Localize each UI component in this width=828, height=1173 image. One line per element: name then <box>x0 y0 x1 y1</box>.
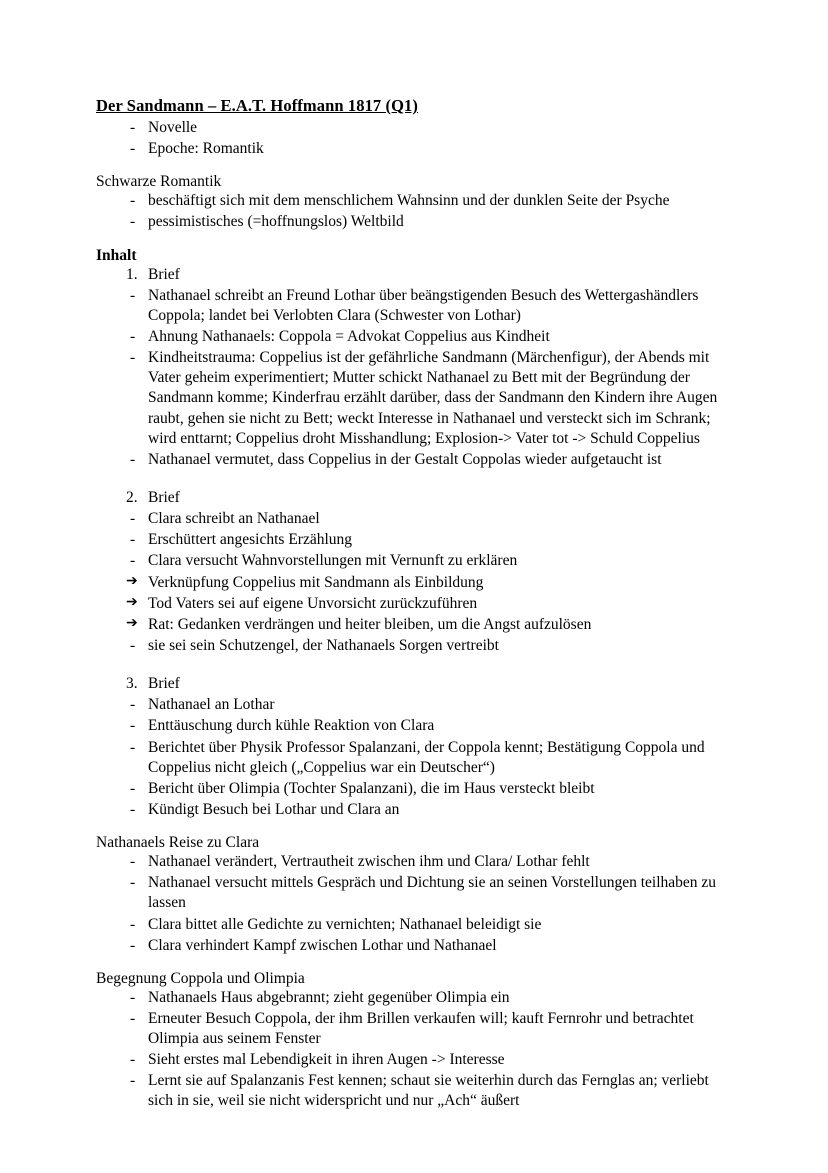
intro-list <box>96 118 732 159</box>
list-item: - Enttäuschung durch kühle Reaktion von Clara <box>96 716 732 736</box>
list-item: - Ahnung Nathanaels: Coppola = Advokat Coppelius aus Kindheit <box>96 327 732 347</box>
list-item: - Erneuter Besuch Coppola, der ihm Brillen verkaufen will; kauft Fernrohr und betrachtet Olimpia aus seinem Fenster <box>96 1009 732 1049</box>
list-item: - Novelle <box>96 118 732 138</box>
list-item: - Nathanael schreibt an Freund Lothar über beängstigenden Besuch des Wettergashändlers Coppola; landet bei Verlobten Clara (Schwester von Lothar) <box>96 286 732 326</box>
begegnung-items <box>96 988 732 1112</box>
section-heading-begegnung: Begegnung Coppola und Olimpia <box>96 969 305 987</box>
brief-list <box>96 265 732 285</box>
brief-3-items <box>96 695 732 820</box>
list-item-brief-3: Brief <box>148 675 180 693</box>
section-heading-reise: Nathanaels Reise zu Clara <box>96 834 260 852</box>
list-item: - Nathanael verändert, Vertrautheit zwischen ihm und Clara/ Lothar fehlt <box>96 852 732 872</box>
list-item: - Clara versucht Wahnvorstellungen mit Vernunft zu erklären <box>96 551 732 571</box>
list-item: - Nathanael versucht mittels Gespräch und Dichtung sie an seinen Vorstellungen teilhaben zu lassen <box>96 873 732 913</box>
section-heading-schwarze-romantik: Schwarze Romantik <box>96 173 222 191</box>
list-item: - Nathanael an Lothar <box>96 695 732 715</box>
list-item-brief-1: Brief <box>148 265 180 283</box>
section-heading-inhalt: Inhalt <box>96 246 137 264</box>
reise-items <box>96 852 732 956</box>
list-item: - Nathanaels Haus abgebrannt; zieht gegenüber Olimpia ein <box>96 988 732 1008</box>
brief-2-items-arrows <box>96 573 732 635</box>
list-item: - Kindheitstrauma: Coppelius ist der gefährliche Sandmann (Märchenfigur), der Abends mit Vater geheim experimentiert; Mutter schickt Nathanael zu Bett mit der Begründung der Sandmann komme; Kinderfrau erzählt darüber, dass der Sandmann den Kindern ihre Augen raubt, gehen sie nicht zu Bett; weckt Interesse in Nathanael und versteckt sich im Schrank; wird enttarnt; Coppelius droht Misshandlung; Explosion-> Vater tot -> Schuld Coppelius <box>96 348 732 449</box>
list-item: - Clara bittet alle Gedichte zu vernichten; Nathanael beleidigt sie <box>96 915 732 935</box>
list-item: ➔ Verknüpfung Coppelius mit Sandmann als Einbildung <box>96 573 732 593</box>
list-item: - Erschüttert angesichts Erzählung <box>96 530 732 550</box>
brief-2-items-b <box>96 636 732 656</box>
list-item: - Clara schreibt an Nathanael <box>96 509 732 529</box>
list-item: - Lernt sie auf Spalanzanis Fest kennen; schaut sie weiterhin durch das Fernglas an; verliebt sich in sie, weil sie nicht widerspricht und nur „Ach“ äußert <box>96 1071 732 1111</box>
list-item: - Clara verhindert Kampf zwischen Lothar und Nathanael <box>96 936 732 956</box>
list-item-brief-2: Brief <box>148 488 180 506</box>
list-item: - Sieht erstes mal Lebendigkeit in ihren Augen -> Interesse <box>96 1050 732 1070</box>
page-title: Der Sandmann – E.A.T. Hoffmann 1817 (Q1) <box>96 96 418 115</box>
list-item: - beschäftigt sich mit dem menschlichem Wahnsinn und der dunklen Seite der Psyche <box>96 191 732 211</box>
brief-list-2 <box>96 488 732 508</box>
list-item: ➔ Tod Vaters sei auf eigene Unvorsicht zurückzuführen <box>96 594 732 614</box>
brief-list-3 <box>96 674 732 694</box>
list-item: - Nathanael vermutet, dass Coppelius in der Gestalt Coppolas wieder aufgetaucht ist <box>96 450 732 470</box>
list-item: - Epoche: Romantik <box>96 139 732 159</box>
list-item: - Kündigt Besuch bei Lothar und Clara an <box>96 800 732 820</box>
list-item: - Bericht über Olimpia (Tochter Spalanzani), die im Haus versteckt bleibt <box>96 779 732 799</box>
list-item: - Berichtet über Physik Professor Spalanzani, der Coppola kennt; Bestätigung Coppola und Coppelius nicht gleich („Coppelius war ein Deutscher“) <box>96 738 732 778</box>
list-item: ➔ Rat: Gedanken verdrängen und heiter bleiben, um die Angst aufzulösen <box>96 615 732 635</box>
schwarze-romantik-list <box>96 191 732 232</box>
brief-1-items <box>96 286 732 470</box>
brief-2-items-a <box>96 509 732 571</box>
list-item: - pessimistisches (=hoffnungslos) Weltbild <box>96 212 732 232</box>
list-item: - sie sei sein Schutzengel, der Nathanaels Sorgen vertreibt <box>96 636 732 656</box>
